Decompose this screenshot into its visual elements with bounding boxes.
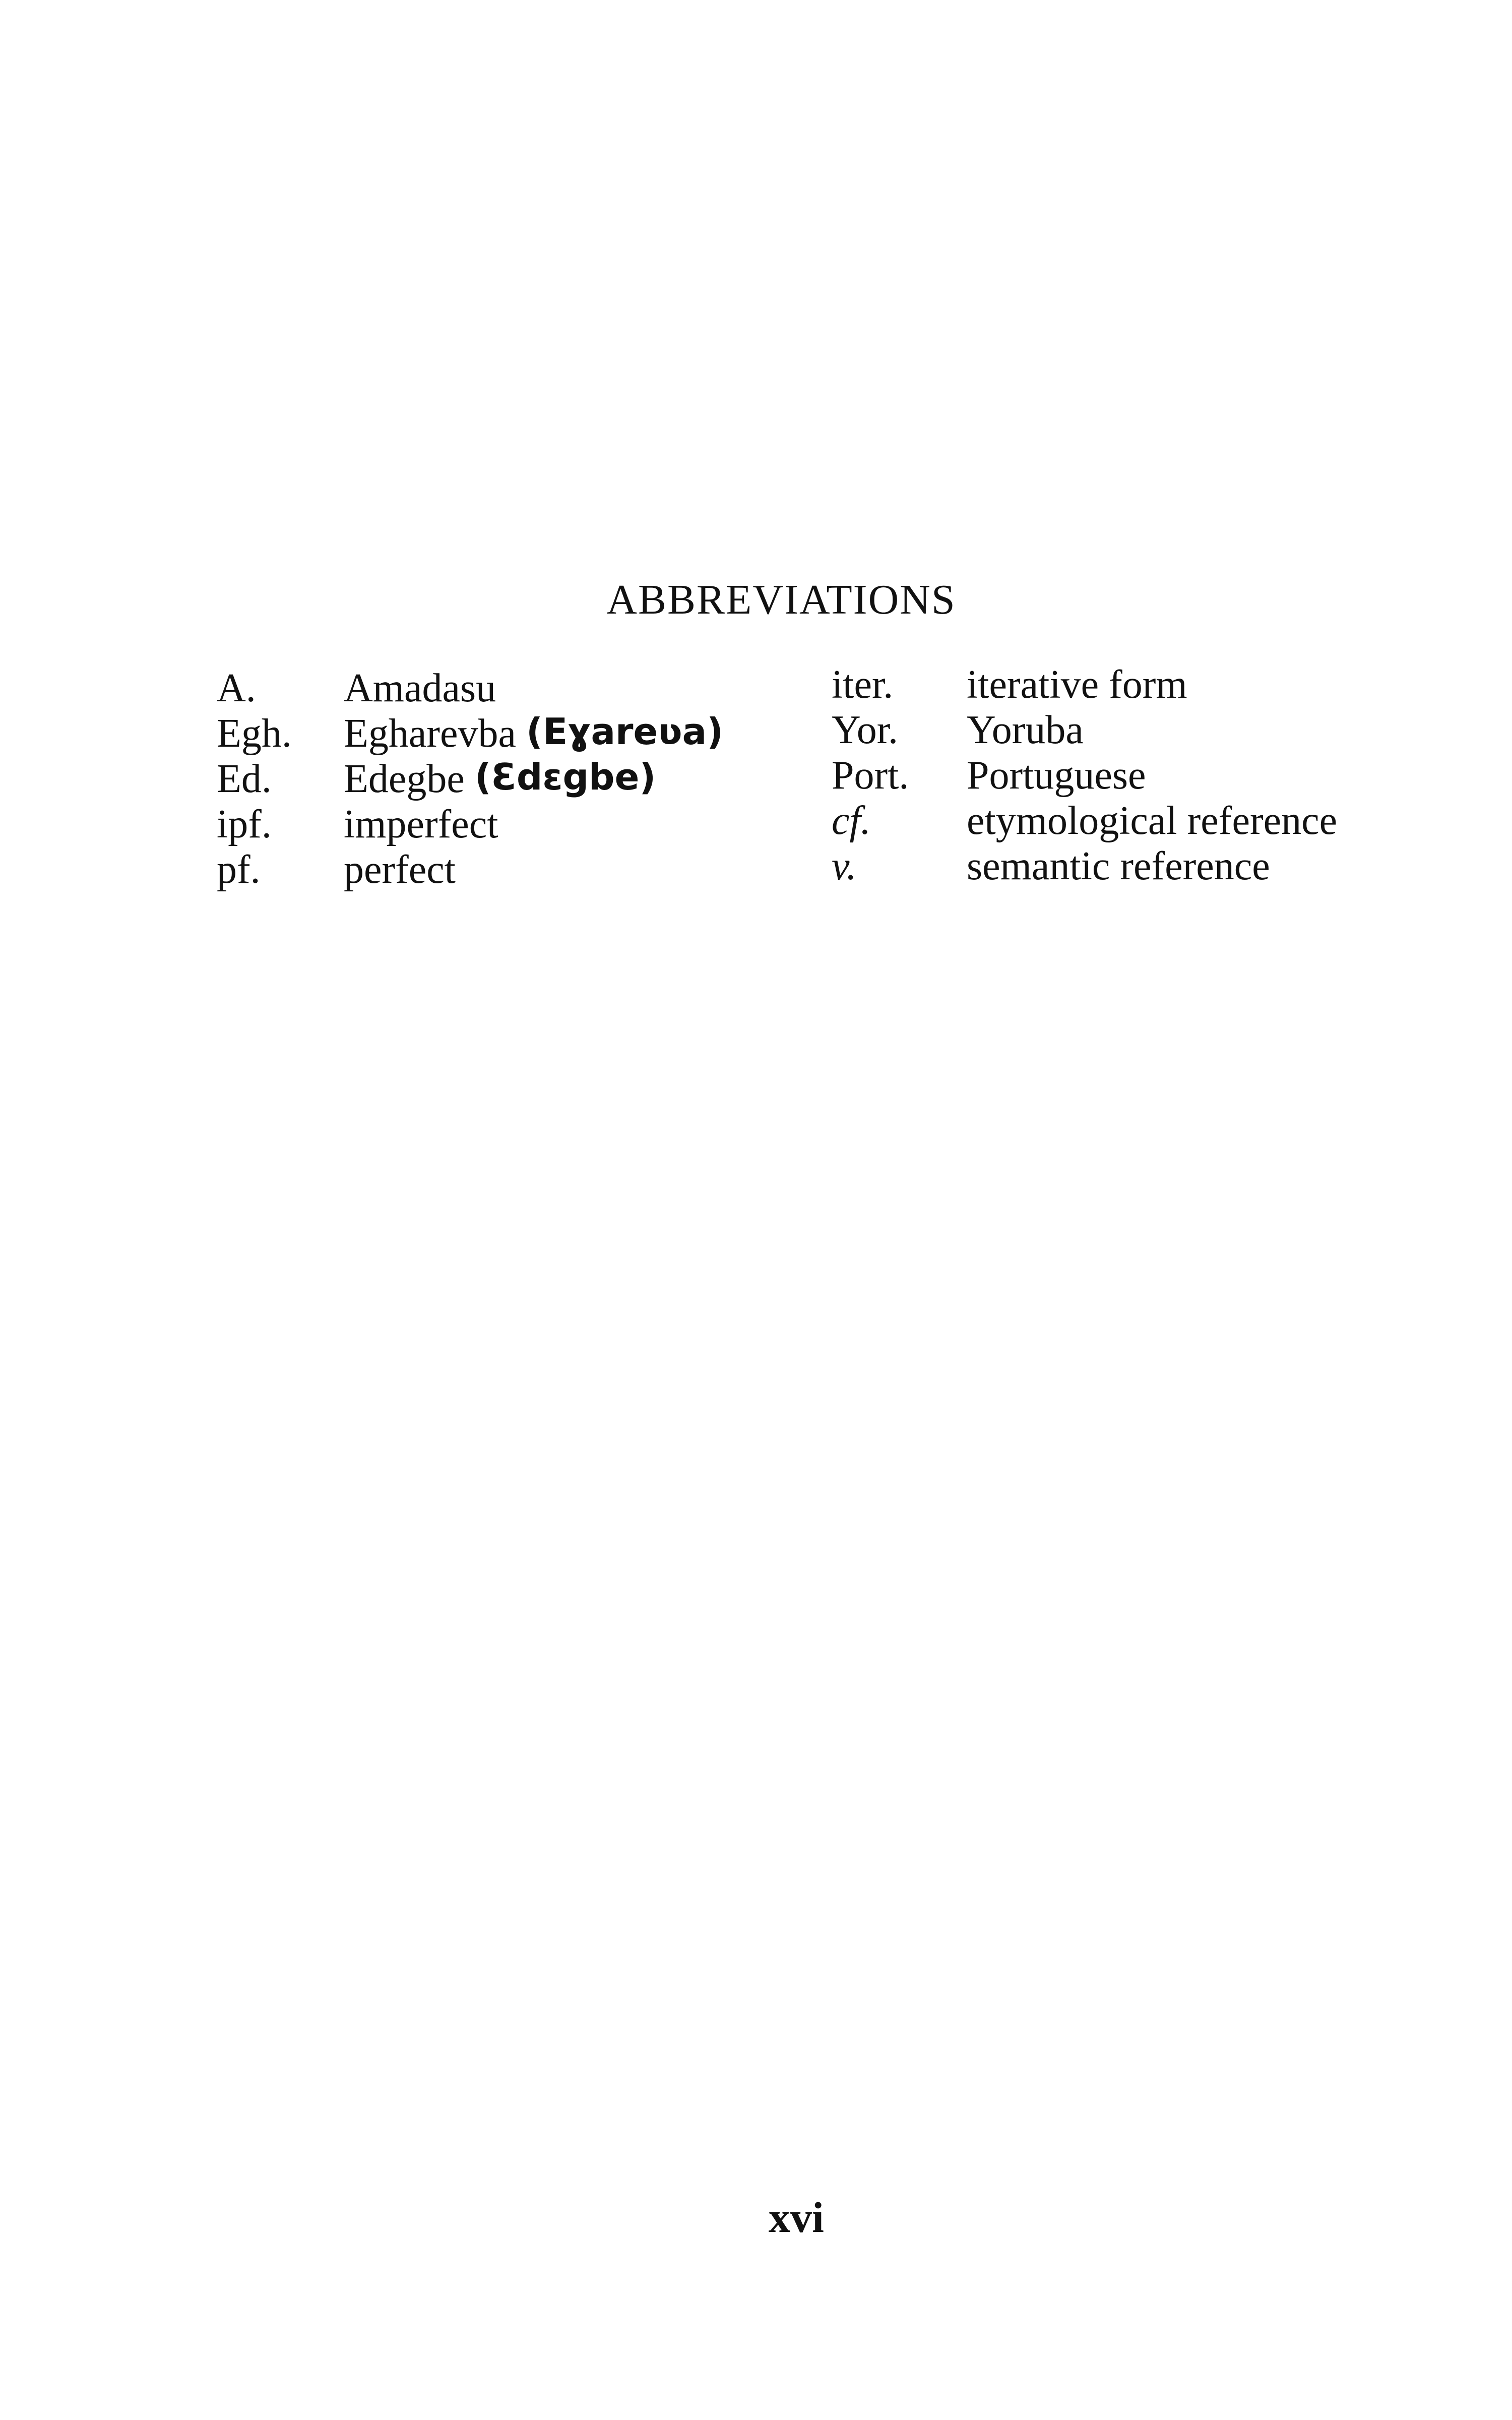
abbreviation-term: Yor.: [832, 708, 898, 752]
orthographic-form: (Eɣareʋa): [526, 710, 724, 753]
abbreviation-row: [832, 846, 1337, 891]
abbreviation-list-right: [832, 664, 1337, 891]
abbreviation-meaning: etymological reference: [967, 799, 1338, 843]
abbreviation-meaning: Portuguese: [967, 753, 1146, 798]
abbreviation-list-left: [217, 668, 723, 895]
orthographic-form: (Ɛdɛgbe): [474, 756, 656, 798]
page-title: ABBREVIATIONS: [606, 576, 956, 623]
abbreviation-meaning: semantic reference: [967, 844, 1270, 888]
abbreviation-term: Ed.: [217, 757, 272, 801]
abbreviation-row: [832, 801, 1337, 846]
abbreviation-row: [217, 850, 723, 895]
page-number: xvi: [769, 2193, 824, 2242]
abbreviation-row: [832, 664, 1337, 710]
abbreviation-term: iter.: [832, 662, 894, 707]
abbreviation-term: A.: [217, 666, 256, 710]
abbreviation-meaning: Amadasu: [344, 666, 496, 710]
abbreviation-row: [217, 804, 723, 850]
abbreviation-term: Port.: [832, 753, 909, 798]
abbreviation-meaning: perfect: [344, 848, 456, 892]
abbreviation-term: pf.: [217, 848, 261, 892]
abbreviation-meaning: Egharevba: [344, 711, 517, 756]
abbreviation-row: [832, 755, 1337, 801]
abbreviation-row: [217, 710, 724, 759]
abbreviation-term: v.: [832, 844, 857, 888]
abbreviation-meaning: imperfect: [344, 802, 498, 846]
abbreviation-term: cf.: [832, 799, 871, 843]
abbreviation-meaning: Yoruba: [967, 708, 1084, 752]
abbreviation-meaning: Edegbe: [344, 757, 465, 801]
abbreviation-term: ipf.: [217, 802, 272, 846]
abbreviation-term: Egh.: [217, 711, 292, 756]
abbreviation-row: [832, 710, 1337, 755]
abbreviation-row: [217, 756, 723, 804]
abbreviation-meaning: iterative form: [967, 662, 1187, 707]
abbreviation-row: [217, 668, 723, 713]
